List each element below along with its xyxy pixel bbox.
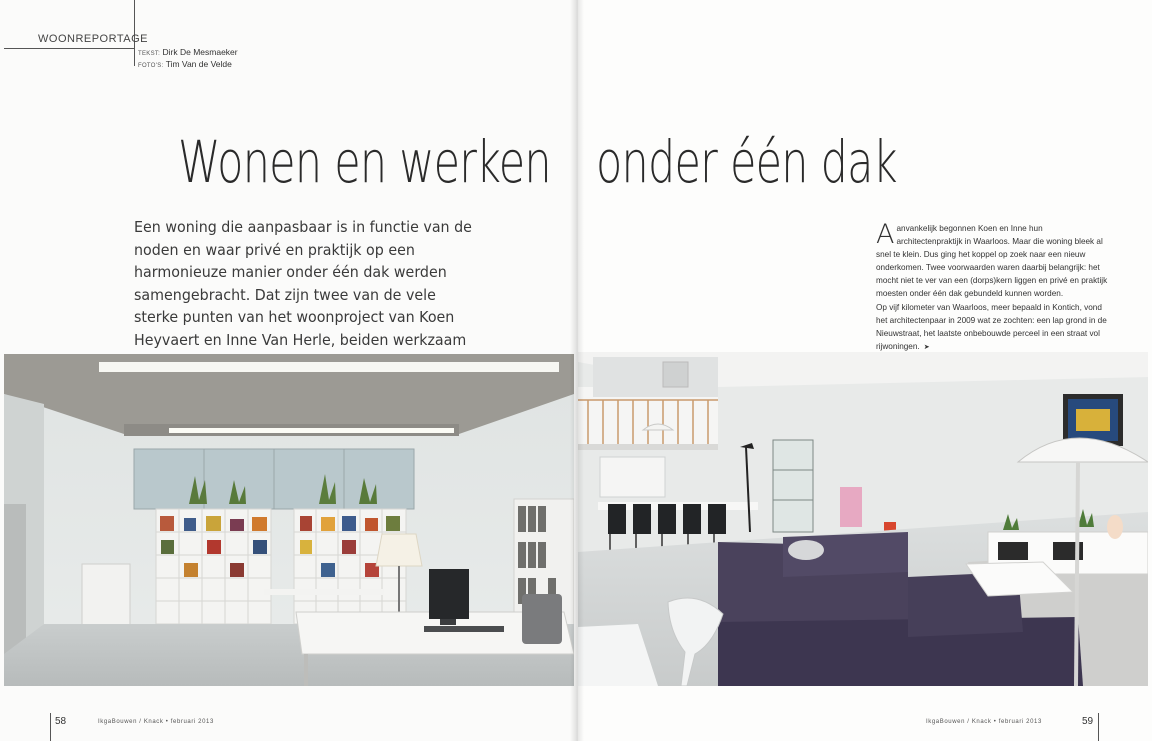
page-number-right: 59 xyxy=(1082,716,1094,727)
living-room-photo xyxy=(578,352,1148,686)
section-rule xyxy=(4,48,134,49)
living-room-illustration xyxy=(578,352,1148,686)
intro-paragraph: Een woning die aanpasbaar is in functie van de noden en waar privé en praktijk op een harmonieuze manier onder één dak werden samengebracht. Dat zijn twee van de vele sterke punten van het woonproject van Koen Heyvaert en Inne Van Herle, beiden werkzaam xyxy=(134,218,472,349)
body-paragraph-2 xyxy=(876,301,1108,354)
folio-rule-right xyxy=(1098,713,1099,741)
office-illustration xyxy=(4,354,574,686)
body-paragraph-1 xyxy=(876,219,1108,301)
footer-publication-right: IkgaBouwen / Knack • februari 2013 xyxy=(926,719,1042,725)
body-text xyxy=(876,219,1108,354)
page-number-left: 58 xyxy=(55,716,67,727)
headline-left: Wonen en werken xyxy=(178,128,551,196)
footer-publication-left: IkgaBouwen / Knack • februari 2013 xyxy=(98,719,214,725)
credits-photographer: Tim Van de Velde xyxy=(165,59,232,69)
body-paragraph-1-text: anvankelijk begonnen Koen en Inne hun architectenpraktijk in Waarloos. Maar die woning bleek al snel te klein. Dus ging het koppel op zoek naar een nieuw onderkomen. Twee voorwaarden waren daarbij belangrijk: het mocht niet te ver van een (dorps)kern liggen en privé en praktijk moesten onder één dak gebundeld kunnen worden. xyxy=(876,224,1108,299)
credits xyxy=(138,47,238,71)
credits-text-author: Dirk De Mesmaeker xyxy=(162,47,238,57)
credits-text-label: TEKST: xyxy=(138,51,161,57)
continue-arrow-icon: ➤ xyxy=(923,343,930,351)
spread-gutter xyxy=(570,0,584,741)
headline-right: onder één dak xyxy=(596,128,897,196)
body-paragraph-2-text: Op vijf kilometer van Waarloos, meer bepaald in Kontich, vond het architectenpaar in 2009 wat ze zochten: een lap grond in de Nieuwstraat, het laatste onbebouwde perceel in een straat vol rijwoningen. xyxy=(876,302,1107,351)
credits-photo-label: FOTO'S: xyxy=(138,63,164,69)
office-photo xyxy=(4,354,574,686)
folio-rule-left xyxy=(50,713,51,741)
dropcap: A xyxy=(876,219,895,250)
section-label: WOONREPORTAGE xyxy=(38,33,148,45)
